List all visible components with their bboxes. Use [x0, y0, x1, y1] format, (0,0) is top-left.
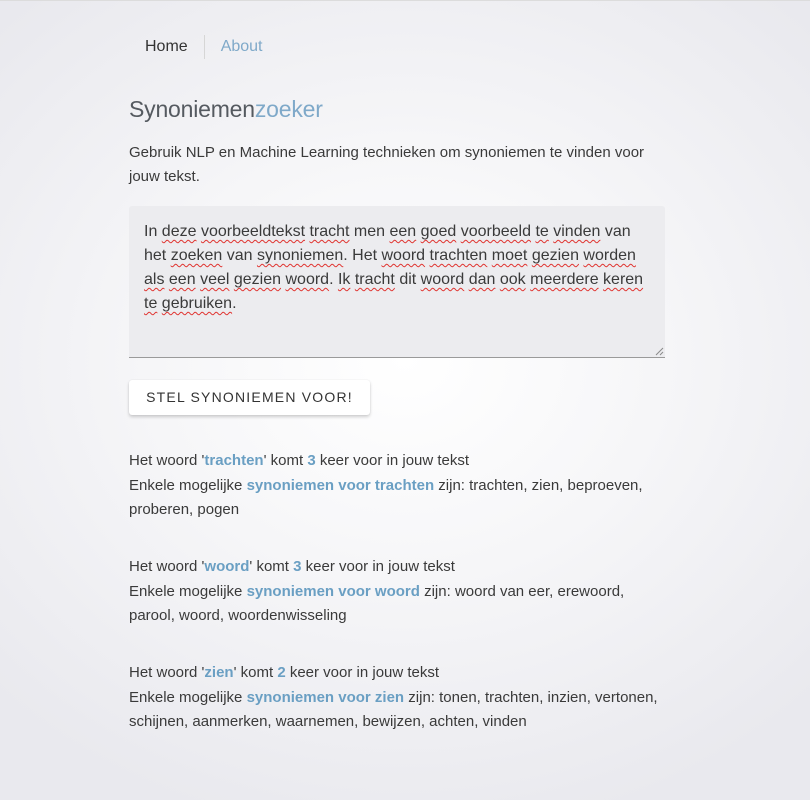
spellcheck-word: trachten [429, 247, 488, 264]
spellcheck-word: een [389, 223, 417, 240]
result-block-zien [129, 661, 665, 735]
title-accent: zoeker [254, 96, 323, 122]
spellcheck-word: woord [420, 271, 465, 288]
synonym-list: tonen, trachten, inzien, vertonen, schijnen, aanmerken, waarnemen, bewijzen, achten, vinden [129, 688, 658, 730]
word-prefix: Het woord ' [129, 452, 205, 469]
result-count-line [129, 555, 665, 580]
result-count: 3 [293, 558, 302, 575]
spellcheck-word: te [144, 295, 158, 312]
result-synonyms-line [129, 686, 665, 735]
result-count: 2 [277, 664, 286, 681]
top-nav [129, 34, 263, 60]
syn-suffix: zijn: [434, 476, 470, 494]
text-segment: . Het [343, 247, 382, 264]
spellcheck-word: Ik [337, 271, 351, 288]
spellcheck-word: te [535, 223, 549, 240]
syn-label: synoniemen voor trachten [246, 476, 435, 494]
spellcheck-word: gebruiken [161, 295, 233, 312]
spellcheck-word: dan [468, 271, 496, 288]
result-block-trachten [129, 449, 665, 523]
syn-suffix: zijn: [404, 688, 440, 706]
intro-text: Gebruik NLP en Machine Learning technieken om synoniemen te vinden voor jouw tekst. [129, 144, 645, 185]
spellcheck-word: tracht [309, 223, 350, 240]
spellcheck-word: een [168, 271, 196, 288]
syn-label: synoniemen voor zien [246, 688, 405, 706]
count-prefix: ' komt [249, 558, 294, 575]
result-synonyms-line [129, 474, 665, 523]
count-prefix: ' komt [233, 664, 278, 681]
text-segment: van het [144, 223, 631, 264]
syn-prefix: Enkele mogelijke [129, 688, 247, 706]
result-count-line [129, 661, 665, 686]
text-segment: men [349, 223, 390, 240]
synonym-list: trachten, zien, beproeven, proberen, pogen [129, 476, 643, 518]
text-segment: . [329, 271, 338, 288]
spellcheck-word: als [144, 271, 165, 288]
nav-divider [204, 35, 205, 59]
text-segment: . [232, 295, 237, 312]
word-prefix: Het woord ' [129, 558, 205, 575]
spellcheck-word: ook [499, 271, 526, 288]
spellcheck-word: gezien [233, 271, 282, 288]
synonym-list: woord van eer, erewoord, parool, woord, woordenwisseling [129, 582, 625, 624]
result-synonyms-line [129, 580, 665, 629]
page-title [129, 96, 323, 123]
spellcheck-word: gezien [531, 247, 579, 264]
syn-label: synoniemen voor woord [246, 582, 420, 600]
result-word: woord [204, 558, 250, 575]
text-input-area[interactable] [129, 206, 665, 358]
text-segment: van [222, 247, 257, 264]
nav-about-link[interactable]: About [220, 38, 263, 55]
syn-prefix: Enkele mogelijke [129, 582, 247, 600]
result-count: 3 [307, 452, 316, 469]
result-block-woord [129, 555, 665, 629]
spellcheck-word: keren [603, 271, 644, 288]
result-word: zien [204, 664, 234, 681]
result-count-line [129, 449, 665, 474]
spellcheck-word: woord [285, 271, 330, 288]
word-prefix: Het woord ' [129, 664, 205, 681]
title-main: Synoniemen [129, 96, 255, 122]
spellcheck-word: goed [420, 223, 457, 240]
count-suffix: keer voor in jouw tekst [315, 452, 470, 469]
syn-prefix: Enkele mogelijke [129, 476, 247, 494]
count-prefix: ' komt [263, 452, 308, 469]
spellcheck-word: meerdere [530, 271, 599, 288]
spellcheck-word: worden [583, 247, 636, 264]
result-word: trachten [204, 452, 264, 469]
spellcheck-word: vinden [553, 223, 601, 240]
spellcheck-word: veel [200, 271, 230, 288]
resize-handle-icon[interactable] [655, 347, 664, 356]
text-segment: In [144, 223, 162, 240]
text-input-content[interactable] [144, 223, 643, 312]
text-segment: dit [394, 271, 421, 288]
spellcheck-word: tracht [354, 271, 395, 288]
spellcheck-word: zoeken [170, 247, 223, 264]
syn-suffix: zijn: [419, 582, 455, 600]
count-suffix: keer voor in jouw tekst [285, 664, 440, 681]
spellcheck-word: voorbeeldtekst [200, 223, 306, 240]
spellcheck-word: woord [381, 247, 426, 264]
spellcheck-word: deze [161, 223, 197, 240]
spellcheck-word: synoniemen [256, 247, 344, 264]
spellcheck-word: moet [491, 247, 528, 264]
suggest-synonyms-button[interactable]: STEL SYNONIEMEN VOOR! [129, 380, 370, 415]
count-suffix: keer voor in jouw tekst [301, 558, 455, 575]
nav-home-link[interactable]: Home [145, 38, 188, 55]
spellcheck-word: voorbeeld [460, 223, 531, 240]
